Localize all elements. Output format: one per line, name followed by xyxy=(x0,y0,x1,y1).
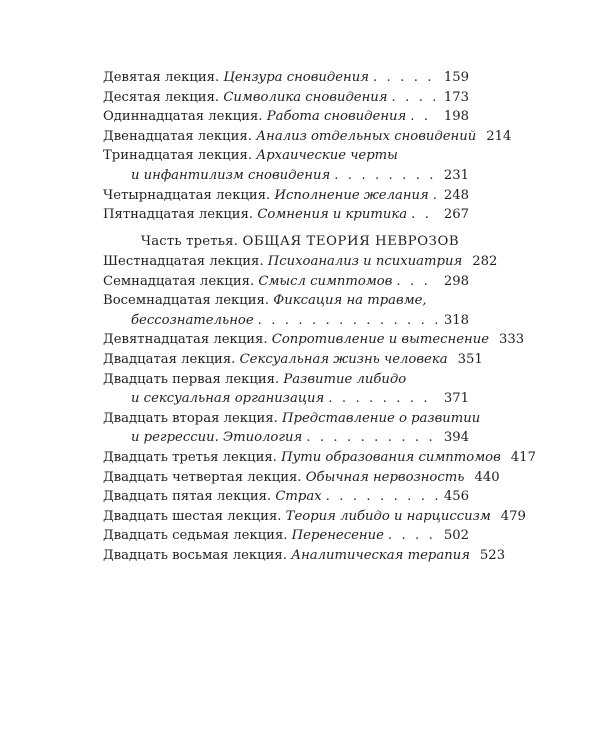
toc-entry-title xyxy=(103,127,476,147)
lecture-label: Семнадцатая лекция. xyxy=(103,273,255,289)
toc-entry xyxy=(103,68,469,88)
toc-entry xyxy=(103,507,526,527)
toc-entry-line xyxy=(103,272,469,292)
lecture-label: Девятая лекция. xyxy=(103,70,220,85)
toc-entry-line xyxy=(103,127,512,147)
lecture-subject: Перенесение xyxy=(291,528,384,544)
toc-entry-line xyxy=(103,448,536,468)
lecture-label: Двадцать третья лекция. xyxy=(103,449,277,465)
page-number: 351 xyxy=(457,351,483,367)
dot-leader xyxy=(410,107,438,127)
toc-entry-line xyxy=(103,409,481,429)
toc-entry-title xyxy=(103,409,480,429)
toc-entry-title xyxy=(103,546,470,566)
page-number: 394 xyxy=(443,430,469,446)
lecture-subject: Психоанализ и психиатрия xyxy=(267,254,463,269)
toc-entry xyxy=(103,107,469,127)
lecture-label: Девятнадцатая лекция. xyxy=(103,332,268,348)
toc-entry-continuation xyxy=(103,428,469,448)
toc-entry xyxy=(103,88,469,108)
page-number: 440 xyxy=(474,469,500,485)
lecture-label: Шестнадцатая лекция. xyxy=(103,254,264,269)
toc-entry-line xyxy=(103,350,483,370)
toc-entry-line xyxy=(103,291,469,311)
page-number: 267 xyxy=(443,207,469,223)
lecture-subject: Архаические черты xyxy=(256,148,398,164)
page-number: 282 xyxy=(472,254,498,269)
toc-entry-line xyxy=(103,252,498,272)
toc-entry xyxy=(103,291,469,330)
toc-entry xyxy=(103,546,506,566)
toc-entry-title xyxy=(103,146,398,166)
part-heading-prefix: Часть третья. xyxy=(140,234,239,249)
lecture-label: Двадцать шестая лекция. xyxy=(103,508,282,524)
dot-leader xyxy=(334,166,438,186)
toc-entry xyxy=(103,409,481,448)
page-number: 173 xyxy=(443,89,469,105)
toc-entry xyxy=(103,448,536,468)
lecture-subject: Развитие либидо xyxy=(283,371,407,387)
page-number: 214 xyxy=(486,128,512,144)
toc-entry-continuation xyxy=(103,311,469,331)
toc-entry xyxy=(103,127,512,147)
lecture-label: Десятая лекция. xyxy=(103,89,220,105)
lecture-subject: Исполнение желания xyxy=(274,187,429,203)
lecture-subject-continuation: бессознательное xyxy=(131,312,254,328)
lecture-subject-continuation: и сексуальная организация xyxy=(131,391,325,407)
page-number: 523 xyxy=(479,547,506,563)
lecture-label: Тринадцатая лекция. xyxy=(103,148,253,164)
toc-entry-title xyxy=(103,205,407,225)
part-heading-title: ОБЩАЯ ТЕОРИЯ НЕВРОЗОВ xyxy=(242,234,460,249)
lecture-label: Двадцать четвертая лекция. xyxy=(103,469,302,485)
toc-entry-title xyxy=(103,107,406,127)
lecture-subject: Работа сновидения xyxy=(266,109,407,125)
toc-entry-continuation xyxy=(103,389,469,409)
dot-leader xyxy=(396,272,437,292)
toc-entry xyxy=(103,252,498,272)
toc-entry-title xyxy=(103,526,384,546)
toc-entry-title xyxy=(103,448,501,468)
toc-entry-line xyxy=(103,88,469,108)
part-heading xyxy=(0,232,600,252)
toc-entry xyxy=(103,186,469,206)
lecture-label: Восемнадцатая лекция. xyxy=(103,293,270,309)
toc-entry-title xyxy=(103,330,489,350)
toc-entry xyxy=(103,272,469,292)
page-number: 231 xyxy=(443,167,469,183)
toc-entry-title xyxy=(103,68,369,88)
toc-entry-title xyxy=(103,468,464,488)
toc-entry xyxy=(103,468,500,488)
lecture-subject: Сексуальная жизнь человека xyxy=(239,351,448,367)
lecture-subject: Сомнения и критика xyxy=(257,207,408,223)
toc-entry xyxy=(103,350,483,370)
toc-entry-line xyxy=(103,507,526,527)
page-number: 198 xyxy=(443,109,469,125)
toc-entry-title xyxy=(103,272,392,292)
toc-entry xyxy=(103,205,469,225)
lecture-subject: Символика сновидения xyxy=(223,89,388,105)
toc-entry-line xyxy=(103,330,525,350)
lecture-subject: Обычная нервозность xyxy=(305,469,465,485)
lecture-label: Двадцать первая лекция. xyxy=(103,371,280,387)
toc-entry-title xyxy=(103,370,406,390)
dot-leader xyxy=(411,205,438,225)
toc-entry-line xyxy=(103,526,469,546)
toc-entry xyxy=(103,330,525,350)
toc-entry-title xyxy=(103,252,462,272)
lecture-subject: Фиксация на травме, xyxy=(273,293,427,309)
lecture-label: Пятнадцатая лекция. xyxy=(103,207,254,223)
dot-leader xyxy=(258,311,438,331)
toc-entry-title xyxy=(103,507,491,527)
page-number: 417 xyxy=(510,449,536,465)
toc-entry-line xyxy=(103,68,469,88)
toc-entry-line xyxy=(103,487,469,507)
toc-entry-title xyxy=(103,186,429,206)
lecture-label: Двадцать седьмая лекция. xyxy=(103,528,288,544)
lecture-subject: Сопротивление и вытеснение xyxy=(271,332,489,348)
page-number: 371 xyxy=(443,391,469,407)
lecture-label: Четырнадцатая лекция. xyxy=(103,187,271,203)
toc-entry-title xyxy=(103,487,322,507)
lecture-label: Двадцать вторая лекция. xyxy=(103,410,278,426)
dot-leader xyxy=(388,526,438,546)
page-number: 456 xyxy=(443,489,469,505)
toc-entry xyxy=(103,526,469,546)
page-number: 159 xyxy=(443,70,469,85)
dot-leader xyxy=(433,186,438,206)
dot-leader xyxy=(306,428,438,448)
page-number: 502 xyxy=(443,528,469,544)
toc-entry-line xyxy=(103,205,469,225)
lecture-subject: Страх xyxy=(275,489,322,505)
toc-entry-line xyxy=(103,186,469,206)
lecture-label: Двадцать восьмая лекция. xyxy=(103,547,287,563)
toc-entry-line xyxy=(103,468,500,488)
toc-entry-title xyxy=(103,291,427,311)
lecture-label: Двадцать пятая лекция. xyxy=(103,489,272,505)
lecture-subject: Аналитическая терапия xyxy=(291,547,470,563)
dot-leader xyxy=(328,389,438,409)
toc-section-dreams xyxy=(103,68,512,225)
page-number: 248 xyxy=(443,187,469,203)
lecture-subject-continuation: и инфантилизм сновидения xyxy=(131,167,331,183)
lecture-subject: Теория либидо и нарциссизм xyxy=(285,508,491,524)
lecture-label: Одиннадцатая лекция. xyxy=(103,109,263,125)
dot-leader xyxy=(326,487,438,507)
toc-entry-title xyxy=(103,350,448,370)
lecture-subject: Представление о развитии xyxy=(282,410,481,426)
lecture-subject: Цензура сновидения xyxy=(223,70,369,85)
toc-entry xyxy=(103,370,469,409)
lecture-subject: Анализ отдельных сновидений xyxy=(256,128,477,144)
toc-entry-title xyxy=(103,88,388,108)
toc-entry-line xyxy=(103,546,506,566)
page-number: 479 xyxy=(500,508,526,524)
lecture-subject: Пути образования симптомов xyxy=(281,449,501,465)
page-number: 318 xyxy=(443,312,469,328)
toc-entry-line xyxy=(103,107,469,127)
lecture-subject: Смысл симптомов xyxy=(258,273,393,289)
toc-entry xyxy=(103,487,469,507)
lecture-label: Двадцатая лекция. xyxy=(103,351,236,367)
dot-leader xyxy=(373,68,438,88)
toc-section-neuroses xyxy=(103,252,536,566)
dot-leader xyxy=(392,88,438,108)
page-number: 333 xyxy=(499,332,525,348)
lecture-label: Двенадцатая лекция. xyxy=(103,128,252,144)
toc-entry xyxy=(103,146,469,185)
toc-entry-continuation xyxy=(103,166,469,186)
toc-entry-line xyxy=(103,146,469,166)
toc-entry-line xyxy=(103,370,469,390)
page-number: 298 xyxy=(443,273,469,289)
lecture-subject-continuation: и регрессии. Этиология xyxy=(131,430,303,446)
